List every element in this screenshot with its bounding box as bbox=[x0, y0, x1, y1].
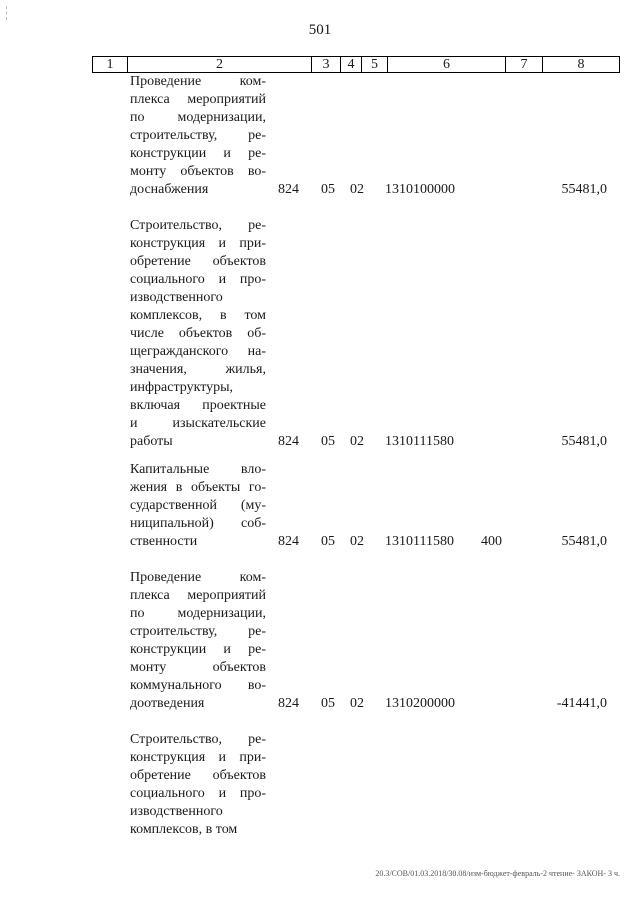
row-name-line: Строительство, ре- bbox=[130, 218, 266, 233]
header-col-4: 4 bbox=[341, 57, 362, 72]
row-section-code: 05 bbox=[321, 696, 335, 711]
row-amount: 55481,0 bbox=[561, 434, 607, 449]
row-name-line: строительству, ре- bbox=[130, 128, 266, 143]
row-name-line: социального и про- bbox=[130, 272, 266, 287]
row-expense-type: 400 bbox=[481, 534, 502, 549]
document-footer-code: 20.3/СОВ/01.03.2018/30.08/изм-бюджет-февраль-2 чтение- ЗАКОН- 3 ч. bbox=[375, 869, 620, 878]
row-name-line: изводственного bbox=[130, 290, 223, 305]
row-name-line: сударственной (му- bbox=[130, 498, 266, 513]
row-name-line: значения, жилья, bbox=[130, 362, 266, 377]
row-name bbox=[130, 569, 266, 713]
header-col-7: 7 bbox=[506, 57, 543, 72]
row-name bbox=[130, 731, 266, 839]
row-name-line: конструкция и при- bbox=[130, 236, 266, 251]
row-section-code: 05 bbox=[321, 534, 335, 549]
row-name-line: по модернизации, bbox=[130, 606, 266, 621]
row-ved-code: 824 bbox=[278, 182, 299, 197]
row-name bbox=[130, 461, 266, 551]
row-name-line: инфраструктуры, bbox=[130, 380, 234, 395]
row-name-line: обретение объектов bbox=[130, 254, 266, 269]
row-name-line: конструкции и ре- bbox=[130, 146, 266, 161]
row-name-line: Проведение ком- bbox=[130, 74, 266, 89]
row-amount: -41441,0 bbox=[556, 696, 607, 711]
row-amount: 55481,0 bbox=[561, 534, 607, 549]
row-name-line: числе объектов об- bbox=[130, 326, 266, 341]
row-name bbox=[130, 217, 266, 451]
row-name-line: ниципальной) соб- bbox=[130, 516, 266, 531]
row-amount: 55481,0 bbox=[561, 182, 607, 197]
row-name-line: Проведение ком- bbox=[130, 570, 266, 585]
row-name-line: щегражданского на- bbox=[130, 344, 266, 359]
header-col-3: 3 bbox=[312, 57, 341, 72]
row-name-line: конструкция и при- bbox=[130, 750, 266, 765]
row-name-line: плекса мероприятий bbox=[130, 588, 266, 603]
row-subsection-code: 02 bbox=[350, 534, 364, 549]
row-subsection-code: 02 bbox=[350, 696, 364, 711]
row-name-line: включая проектные bbox=[130, 398, 266, 413]
header-col-5: 5 bbox=[362, 57, 388, 72]
row-target-article: 1310100000 bbox=[385, 182, 455, 197]
row-target-article: 1310111580 bbox=[385, 434, 454, 449]
row-name-line: и изыскательские bbox=[130, 416, 266, 431]
row-name-line: Капитальные вло- bbox=[130, 462, 266, 477]
row-name-line: Строительство, ре- bbox=[130, 732, 266, 747]
row-ved-code: 824 bbox=[278, 434, 299, 449]
table-header-row bbox=[92, 56, 620, 73]
header-col-1: 1 bbox=[93, 57, 128, 72]
row-subsection-code: 02 bbox=[350, 434, 364, 449]
header-col-6: 6 bbox=[388, 57, 506, 72]
row-name-line: комплексов, в том bbox=[130, 822, 238, 837]
row-name-line: ственности bbox=[130, 534, 198, 549]
row-name-line: жения в объекты го- bbox=[130, 480, 266, 495]
header-col-2: 2 bbox=[128, 57, 312, 72]
row-name-line: монту объектов bbox=[130, 660, 266, 675]
row-target-article: 1310200000 bbox=[385, 696, 455, 711]
row-ved-code: 824 bbox=[278, 534, 299, 549]
row-target-article: 1310111580 bbox=[385, 534, 454, 549]
row-name-line: коммунального во- bbox=[130, 678, 266, 693]
row-section-code: 05 bbox=[321, 182, 335, 197]
header-col-8: 8 bbox=[577, 57, 585, 72]
row-name-line: изводственного bbox=[130, 804, 223, 819]
row-name-line: работы bbox=[130, 434, 173, 449]
row-name bbox=[130, 73, 266, 199]
row-name-line: плекса мероприятий bbox=[130, 92, 266, 107]
row-subsection-code: 02 bbox=[350, 182, 364, 197]
row-name-line: строительству, ре- bbox=[130, 624, 266, 639]
row-name-line: социального и про- bbox=[130, 786, 266, 801]
scan-edge-mark bbox=[6, 6, 8, 20]
page-number: 501 bbox=[308, 22, 332, 38]
row-name-line: доотведения bbox=[130, 696, 205, 711]
row-ved-code: 824 bbox=[278, 696, 299, 711]
row-name-line: доснабжения bbox=[130, 182, 209, 197]
row-section-code: 05 bbox=[321, 434, 335, 449]
row-name-line: по модернизации, bbox=[130, 110, 266, 125]
row-name-line: монту объектов во- bbox=[130, 164, 266, 179]
row-name-line: обретение объектов bbox=[130, 768, 266, 783]
row-name-line: конструкции и ре- bbox=[130, 642, 266, 657]
row-name-line: комплексов, в том bbox=[130, 308, 266, 323]
